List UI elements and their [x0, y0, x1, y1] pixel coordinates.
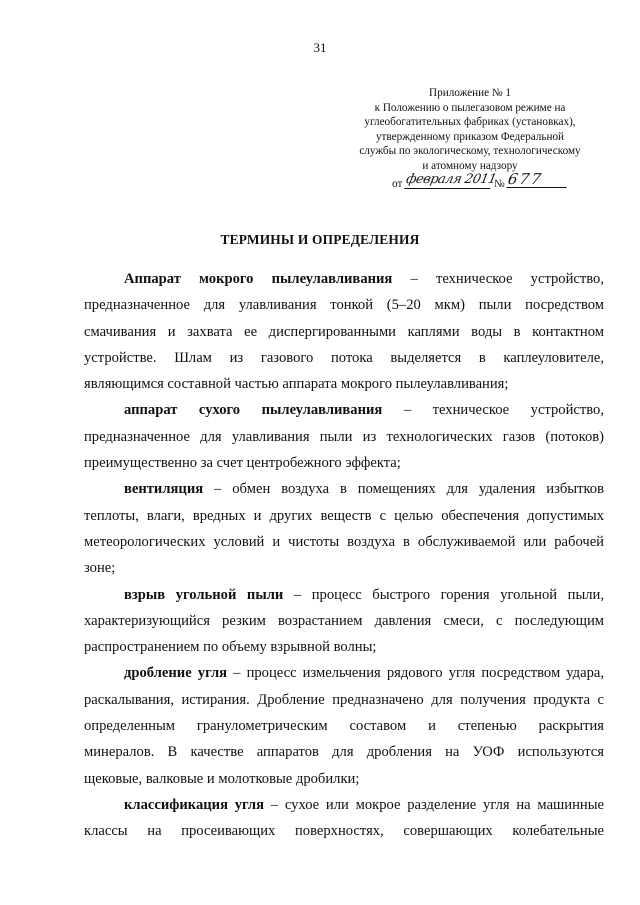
paragraph-line: распространением по объему взрывной волны;	[84, 639, 377, 656]
handwritten-number: 677	[507, 172, 570, 188]
paragraph-line: определенным гранулометрическим составом и степенью раскрытия	[84, 718, 604, 735]
paragraph-line: щековые, валковые и молотковые дробилки;	[84, 770, 360, 787]
page-number: 31	[313, 40, 327, 55]
definitions-body	[84, 266, 604, 845]
appendix-line: к Положению о пылегазовом режиме на	[374, 101, 566, 114]
paragraph-line: зоне;	[84, 560, 116, 577]
term-coal-dust-explosion: взрыв угольной пыли	[124, 586, 284, 603]
definition-text: – сухое или мокрое разделение угля на машинные	[264, 796, 604, 813]
paragraph-line: преимущественно за счет центробежного эффекта;	[84, 455, 401, 472]
term-wet-dust-collector: Аппарат мокрого пылеулавливания	[124, 271, 393, 287]
paragraph-first-line	[84, 582, 604, 608]
number-label: №	[494, 177, 505, 190]
paragraph-first-line	[84, 397, 604, 423]
definition-text: – техническое устройство,	[392, 271, 604, 287]
term-coal-crushing: дробление угля	[124, 665, 228, 682]
appendix-line: и атомному надзору	[422, 159, 518, 172]
order-date-number-line	[348, 169, 592, 194]
paragraph-line: метеорологических условий и чистоты воздуха в обслуживаемой или рабочей	[84, 533, 604, 550]
from-label: от	[392, 177, 403, 190]
appendix-line: службы по экологическому, технологическому	[359, 145, 581, 158]
definition-text: – процесс измельчения рядового угля посредством удара,	[227, 665, 604, 682]
paragraph-line: минералов. В качестве аппаратов для дробления на УОФ используются	[84, 744, 604, 761]
paragraph-first-line	[84, 476, 604, 502]
definition-text: – техническое устройство,	[382, 402, 604, 419]
paragraph-line: раскалывания, истирания. Дробление предназначено для получения продукта с	[84, 691, 604, 708]
definition-text: – процесс быстрого горения угольной пыли,	[283, 586, 604, 603]
term-coal-classification: классификация угля	[124, 796, 265, 813]
handwritten-date: февраля 2011	[404, 171, 498, 187]
paragraph-line: классы на просеивающих поверхностях, совершающих колебательные	[84, 823, 604, 840]
section-heading: ТЕРМИНЫ И ОПРЕДЕЛЕНИЯ	[220, 232, 420, 247]
paragraph-first-line	[84, 792, 604, 818]
paragraph-line: теплоты, влаги, вредных и других веществ с целью обеспечения допустимых	[84, 507, 604, 524]
term-ventilation: вентиляция	[124, 481, 204, 498]
appendix-line: Приложение № 1	[429, 87, 511, 99]
term-dry-dust-collector: аппарат сухого пылеулавливания	[124, 402, 383, 419]
paragraph-line: предназначенное для улавливания пыли из технологических газов (потоков)	[84, 428, 604, 445]
paragraph-line: смачивания и захвата ее диспергированными каплями воды в контактном	[84, 323, 604, 340]
appendix-block	[348, 86, 592, 194]
appendix-line: углеобогатительных фабриках (установках),	[364, 116, 576, 129]
paragraph-line: устройстве. Шлам из газового потока выделяется в каплеуловителе,	[84, 349, 604, 366]
appendix-line: утвержденному приказом Федеральной	[375, 130, 565, 143]
paragraph-first-line	[84, 660, 604, 686]
definition-text: – обмен воздуха в помещениях для удаления избытков	[203, 481, 604, 498]
paragraph-first-line	[84, 266, 604, 292]
paragraph-line: характеризующийся резким возрастанием давления смеси, с последующим	[84, 612, 604, 629]
paragraph-line: являющимся составной частью аппарата мокрого пылеулавливания;	[84, 376, 509, 393]
paragraph-line: предназначенное для улавливания тонкой (5–20 мкм) пыли посредством	[84, 297, 604, 314]
